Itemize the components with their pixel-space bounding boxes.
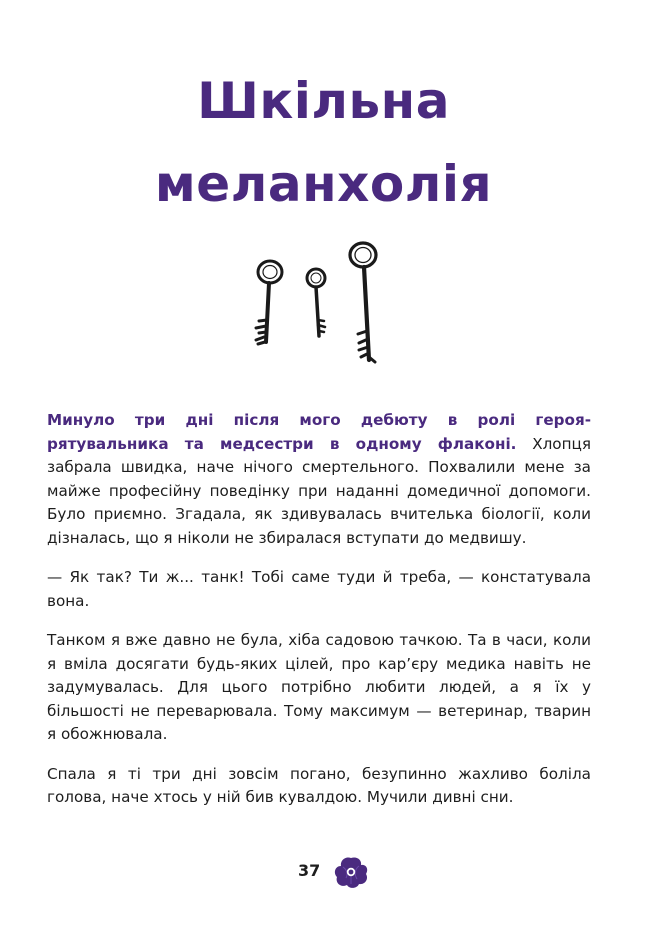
page-footer <box>0 855 647 889</box>
paragraph-4: Спала я ті три дні зовсім погано, безупинно жахливо боліла голова, наче хтось у ній бив кувалдою. Мучили дивні сни. <box>47 764 591 806</box>
key-right-icon <box>350 243 376 362</box>
chapter-title-line-2: меланхолія <box>154 155 493 213</box>
paragraph-3: Танком я вже давно не була, хіба садовою тачкою. Та в часи, коли я вміла досягати будь-яких цілей, про кар’єру медика навіть не задумувалась. Для цього потрібно любити людей, а я їх у більшості не переварювала. Тому максимум — ветеринар, тварин я обожнювала. <box>47 631 591 743</box>
lead-sentence: Минуло три дні після мого дебюту в ролі героя-рятувальника та медсестри в одному флаконі. <box>47 411 591 453</box>
paragraph-1 <box>47 409 591 550</box>
page-number: 37 <box>298 861 321 880</box>
key-middle-icon <box>307 269 325 336</box>
poppy-icon <box>333 855 369 889</box>
key-left-icon <box>256 261 282 344</box>
paragraph-1-text: Хлопця забрала швидка, наче нічого смертельного. Похвалили мене за майже професійну поведінку при наданні домедичної допомоги. Було приємно. Згадала, як здивувалась вчителька біології, коли дізналась, що я ніколи не збиралася вступати до медвишу. <box>47 434 591 547</box>
keys-icon <box>240 236 400 368</box>
chapter-title-line-1: Шкільна <box>197 72 450 130</box>
body-text <box>47 409 591 826</box>
chapter-title <box>0 60 647 226</box>
paragraph-2: — Як так? Ти ж... танк! Тобі саме туди й треба, — констатувала вона. <box>47 568 591 610</box>
